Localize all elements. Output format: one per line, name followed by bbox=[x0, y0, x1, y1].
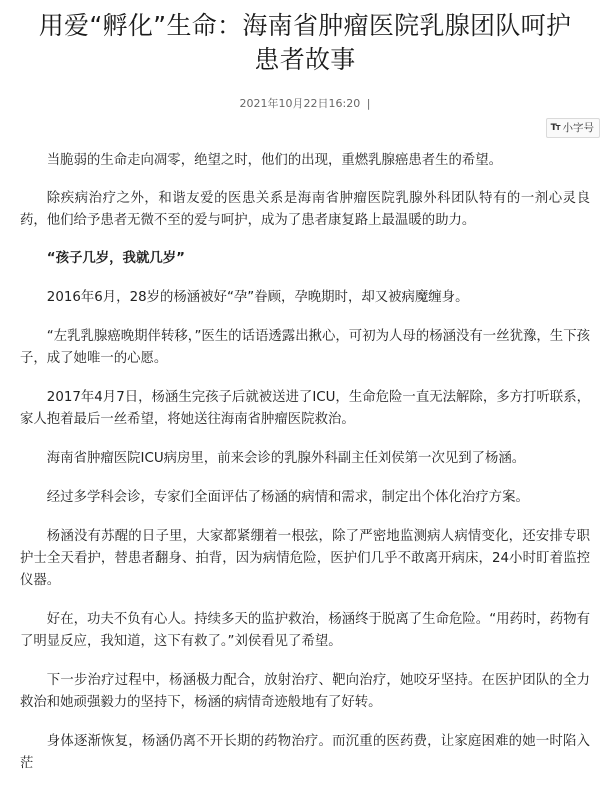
paragraph: “左乳乳腺癌晚期伴转移，”医生的话语透露出揪心，可初为人母的杨涵没有一丝犹豫，生下孩子，成了她唯一的心愿。 bbox=[20, 329, 590, 366]
article-meta bbox=[0, 96, 610, 112]
article-title bbox=[0, 0, 610, 77]
font-size-toggle-button[interactable] bbox=[546, 118, 600, 138]
paragraph: 当脆弱的生命走向凋零，绝望之时，他们的出现，重燃乳腺癌患者生的希望。 bbox=[46, 153, 503, 168]
article-toolbar bbox=[0, 116, 610, 138]
paragraph: 2017年4月7日，杨涵生完孩子后就被送进了ICU，生命危险一直无法解除，多方打听联系，家人抱着最后一丝希望，将她送往海南省肿瘤医院救治。 bbox=[20, 390, 590, 427]
font-size-icon: TT bbox=[550, 123, 560, 133]
paragraph: 身体逐渐恢复，杨涵仍离不开长期的药物治疗。而沉重的医药费，让家庭困难的她一时陷入茫 bbox=[20, 734, 590, 771]
section-heading: “孩子几岁，我就几岁” bbox=[46, 251, 185, 266]
paragraph: 除疾病治疗之外，和谐友爱的医患关系是海南省肿瘤医院乳腺外科团队特有的一剂心灵良药，他们给予患者无微不至的爱与呵护，成为了患者康复路上最温暖的助力。 bbox=[20, 191, 590, 228]
paragraph: 经过多学科会诊，专家们全面评估了杨涵的病情和需求，制定出个体化治疗方案。 bbox=[46, 490, 529, 505]
article-title-line-1: 用爱“孵化”生命：海南省肿瘤医院乳腺团队呵护 bbox=[38, 11, 572, 40]
paragraph: 海南省肿瘤医院ICU病房里，前来会诊的乳腺外科副主任刘侯第一次见到了杨涵。 bbox=[46, 451, 526, 466]
article-title-line-2: 患者故事 bbox=[254, 45, 356, 74]
paragraph: 杨涵没有苏醒的日子里，大家都紧绷着一根弦，除了严密地监测病人病情变化，还安排专职护士全天看护，替患者翻身、拍背，因为病情危险，医护们几乎不敢离开病床，24小时盯着监控仪器。 bbox=[20, 529, 590, 588]
meta-separator: | bbox=[366, 97, 371, 110]
paragraph: 好在，功夫不负有心人。持续多天的监护救治，杨涵终于脱离了生命危险。“用药时，药物有了明显反应，我知道，这下有救了。”刘侯看见了希望。 bbox=[20, 612, 590, 649]
font-size-toggle-label: 小字号 bbox=[562, 122, 594, 134]
publish-datetime: 2021年10月22日16:20 bbox=[239, 97, 361, 110]
paragraph: 下一步治疗过程中，杨涵极力配合，放射治疗、靶向治疗，她咬牙坚持。在医护团队的全力救治和她顽强毅力的坚持下，杨涵的病情奇迹般地有了好转。 bbox=[20, 673, 590, 710]
paragraph: 2016年6月，28岁的杨涵被好“孕”眷顾，孕晚期时，却又被病魔缠身。 bbox=[46, 290, 469, 305]
article-body bbox=[0, 150, 610, 775]
